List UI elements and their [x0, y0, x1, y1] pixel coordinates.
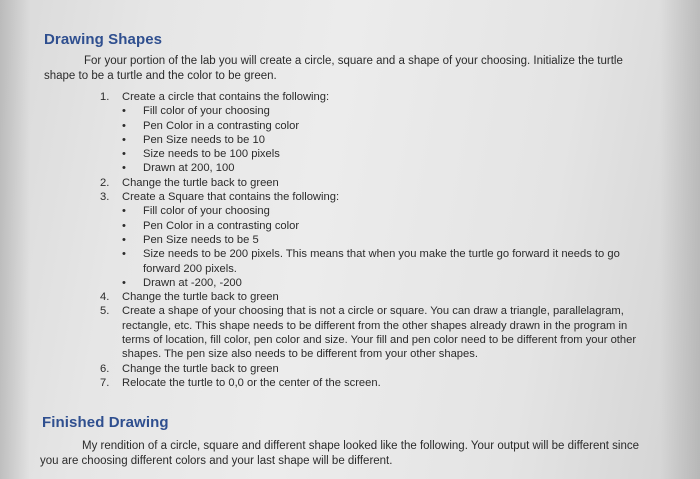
bullet-item — [122, 161, 645, 175]
bullet-icon: • — [122, 162, 126, 175]
step-bullet-list — [122, 204, 645, 290]
outro-paragraph: My rendition of a circle, square and different shape looked like the following. Your output will be different since you are choosing different colors and your last shape will be different. — [40, 440, 640, 467]
bullet-text: Drawn at 200, 100 — [143, 162, 235, 175]
bullet-icon: • — [122, 119, 126, 132]
bullet-icon: • — [122, 248, 126, 261]
step-number: 6. — [100, 362, 110, 375]
bullet-icon: • — [122, 219, 126, 232]
bullet-item — [122, 276, 645, 290]
bullet-icon: • — [122, 276, 126, 289]
bullet-text: Pen Size needs to be 10 — [143, 133, 265, 146]
steps-list — [100, 90, 645, 390]
bullet-item — [122, 247, 645, 276]
bullet-icon: • — [122, 233, 126, 246]
page-shadow-left — [0, 0, 30, 479]
bullet-item — [122, 133, 645, 147]
step-number: 1. — [100, 91, 110, 103]
step-item — [100, 190, 645, 290]
bullet-text: Pen Size needs to be 5 — [143, 233, 259, 246]
bullet-icon: • — [122, 105, 126, 118]
drawing-shapes-heading: Drawing Shapes — [44, 31, 163, 48]
bullet-text: Size needs to be 100 pixels — [143, 148, 280, 161]
bullet-text: Fill color of your choosing — [143, 205, 270, 218]
step-number: 4. — [100, 291, 110, 304]
page-shadow-right — [660, 0, 700, 479]
bullet-text: Pen Color in a contrasting color — [143, 119, 300, 132]
bullet-item — [122, 219, 645, 233]
bullet-text: Fill color of your choosing — [143, 105, 270, 118]
step-number: 5. — [100, 305, 110, 318]
step-text: Create a Square that contains the following: — [122, 191, 340, 204]
finished-drawing-heading: Finished Drawing — [42, 414, 169, 431]
step-number: 2. — [100, 176, 110, 189]
bullet-text: Size needs to be 200 pixels. This means that when you make the turtle go forward it needs to go forward 200 pixels. — [143, 248, 620, 275]
step-item — [100, 90, 645, 176]
step-item — [100, 376, 645, 390]
bullet-item — [122, 104, 645, 118]
bullet-icon: • — [122, 205, 126, 218]
bullet-item — [122, 204, 645, 218]
step-text: Change the turtle back to green — [122, 362, 279, 375]
step-item — [100, 290, 645, 304]
step-bullet-list — [122, 104, 645, 175]
bullet-item — [122, 147, 645, 161]
step-item — [100, 362, 645, 376]
bullet-item — [122, 119, 645, 133]
bullet-icon: • — [122, 148, 126, 161]
step-item — [100, 176, 645, 190]
step-number: 7. — [100, 376, 110, 389]
step-text: Create a circle that contains the following: — [122, 91, 330, 103]
step-text: Change the turtle back to green — [122, 176, 279, 189]
step-text: Create a shape of your choosing that is not a circle or square. You can draw a triangle, parallelagram, rectangle, etc. This shape needs to be different from the other shapes already drawn in the program in terms of location, fill color, pen color and size. Your fill and pen color need to be different from your other shapes. The pen size also needs to be different from your other shapes. — [122, 305, 637, 361]
step-text: Relocate the turtle to 0,0 or the center of the screen. — [122, 376, 381, 389]
intro-paragraph: For your portion of the lab you will create a circle, square and a shape of your choosing. Initialize the turtle shape to be a turtle and the color to be green. — [44, 55, 623, 82]
step-number: 3. — [100, 191, 110, 204]
bullet-item — [122, 233, 645, 247]
bullet-icon: • — [122, 133, 126, 146]
step-item — [100, 304, 645, 361]
bullet-text: Pen Color in a contrasting color — [143, 219, 300, 232]
step-text: Change the turtle back to green — [122, 291, 279, 304]
bullet-text: Drawn at -200, -200 — [143, 276, 242, 289]
